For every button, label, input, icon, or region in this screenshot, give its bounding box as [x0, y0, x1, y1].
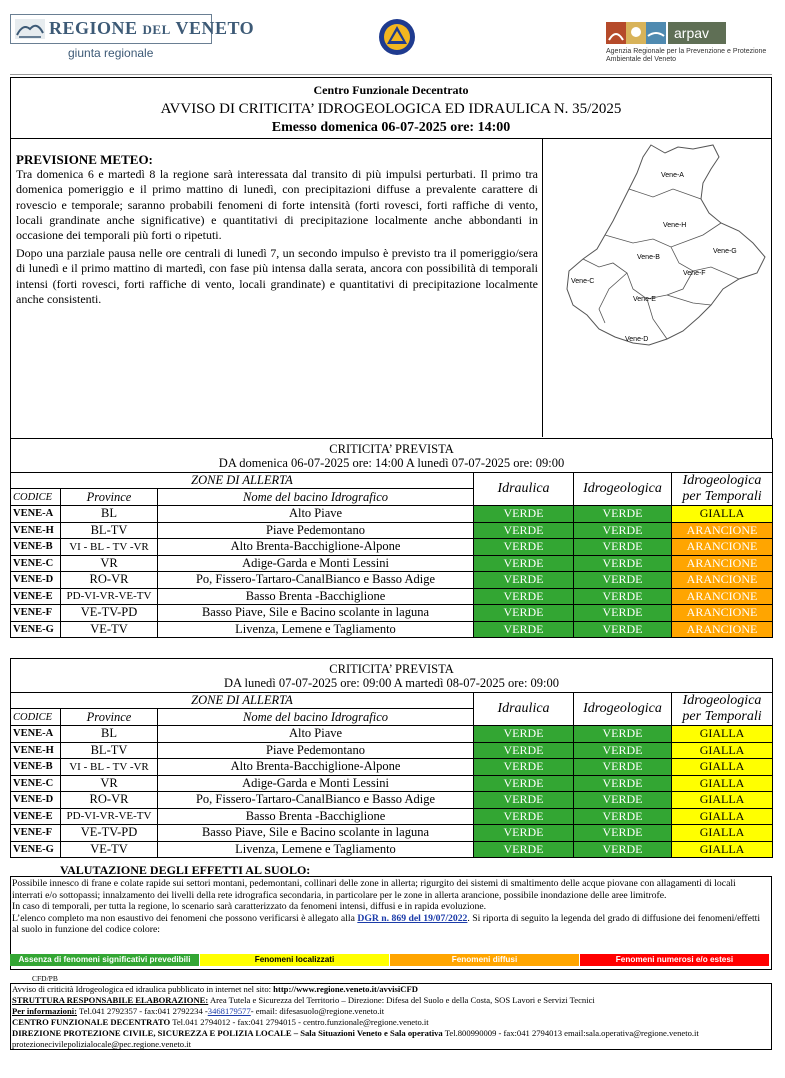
temporali-status: GIALLA: [672, 742, 773, 759]
table-row: [11, 825, 773, 842]
temporali-status: ARANCIONE: [672, 621, 773, 638]
zone-code: VENE-D: [11, 572, 61, 589]
idrogeologica-status: VERDE: [574, 792, 672, 809]
effects-paragraph-1: Possibile innesco di frane e colate rapide sui settori montani, pedemontani, collinari delle zone in allerta; rigurgito dei sistemi di smaltimento delle acque piovane con allagamenti di locali interrati e/o sottopassi; innalzamento dei livelli della rete idrografica secondaria, in particolare per le zone in allerta arancione, possibile inondazione delle aree limitrofe.: [12, 878, 736, 901]
table-row: [11, 539, 773, 556]
table-row: [11, 742, 773, 759]
zone-code: VENE-C: [11, 555, 61, 572]
basin-cell: Piave Pedemontano: [158, 522, 474, 539]
basin-cell: Alto Brenta-Bacchiglione-Alpone: [158, 759, 474, 776]
zone-code: VENE-E: [11, 808, 61, 825]
idraulica-status: VERDE: [474, 825, 574, 842]
col-idrogeologica: Idrogeologica: [574, 473, 672, 506]
idrogeologica-status: VERDE: [574, 506, 672, 523]
temporali-status: GIALLA: [672, 506, 773, 523]
effects-heading: VALUTAZIONE DEGLI EFFETTI AL SUOLO:: [60, 863, 311, 877]
temporali-status: ARANCIONE: [672, 522, 773, 539]
map-label-vene-c: Vene-C: [571, 278, 595, 285]
legend-item: Assenza di fenomeni significativi prevedibili: [10, 954, 200, 966]
effects-paragraph-3: [12, 913, 768, 936]
map-label-vene-e: Vene-E: [633, 296, 656, 303]
dgr-link[interactable]: DGR n. 869 del 19/07/2022: [357, 912, 468, 924]
footer-text: [12, 984, 768, 1050]
color-legend: [10, 954, 770, 966]
footer-line-5: [12, 1028, 768, 1039]
table-row: [11, 841, 773, 858]
footer-l3-text: Tel.041 2792357 - fax:041 2792234 -: [77, 1006, 208, 1016]
col-province: Province: [61, 489, 158, 506]
map-label-vene-f: Vene-F: [683, 270, 706, 277]
map-label-vene-h: Vene-H: [663, 222, 687, 229]
footer-line-1: [12, 984, 768, 995]
protezione-civile-logo-icon: [378, 18, 416, 56]
meteo-heading: PREVISIONE METEO:: [16, 152, 153, 167]
footer-l2-text: Area Tutela e Sicurezza del Territorio – Direzione: Difesa del Suolo e della Costa, SOS Lavori e Servizi Tecnici: [208, 995, 595, 1005]
effects-text: [12, 878, 768, 936]
idraulica-status: VERDE: [474, 621, 574, 638]
logo-frame: [10, 14, 255, 44]
zone-code: VENE-G: [11, 841, 61, 858]
idraulica-status: VERDE: [474, 572, 574, 589]
basin-cell: Po, Fissero-Tartaro-CanalBianco e Basso Adige: [158, 572, 474, 589]
idrogeologica-status: VERDE: [574, 808, 672, 825]
table-row: [11, 555, 773, 572]
idraulica-status: VERDE: [474, 506, 574, 523]
col-idrogeologica: Idrogeologica: [574, 693, 672, 726]
zone-code: VENE-C: [11, 775, 61, 792]
effects-p3-text-a: L’elenco completo ma non esaustivo dei fenomeni che possono verificarsi è allegato alla: [12, 912, 358, 924]
footer-line-3: [12, 1006, 768, 1017]
temporali-status: GIALLA: [672, 808, 773, 825]
zone-code: VENE-B: [11, 759, 61, 776]
map-label-vene-g: Vene-G: [713, 248, 737, 255]
idrogeologica-status: VERDE: [574, 572, 672, 589]
idraulica-status: VERDE: [474, 775, 574, 792]
idraulica-status: VERDE: [474, 759, 574, 776]
idrogeologica-status: VERDE: [574, 605, 672, 622]
province-cell: BL: [61, 506, 158, 523]
col-codice: CODICE: [11, 489, 61, 506]
regione-veneto-logo: [10, 14, 255, 64]
zone-code: VENE-A: [11, 506, 61, 523]
temporali-status: ARANCIONE: [672, 539, 773, 556]
col-temporali-line1: Idrogeologica: [682, 473, 762, 488]
col-idraulica: Idraulica: [474, 693, 574, 726]
veneto-map-icon: [543, 139, 771, 437]
footer-l3-email: - email: difesasuolo@regione.veneto.it: [250, 1006, 385, 1016]
temporali-status: ARANCIONE: [672, 555, 773, 572]
basin-cell: Basso Piave, Sile e Bacino scolante in laguna: [158, 825, 474, 842]
legend-item: Fenomeni numerosi e/o estesi: [580, 954, 770, 966]
province-cell: BL-TV: [61, 742, 158, 759]
notice-title: AVVISO DI CRITICITA’ IDROGEOLOGICA ED IDRAULICA N. 35/2025: [160, 101, 622, 117]
criticita-table-1: [10, 438, 773, 638]
idrogeologica-status: VERDE: [574, 621, 672, 638]
idrogeologica-status: VERDE: [574, 588, 672, 605]
table-row: [11, 808, 773, 825]
issued-date: Emesso domenica 06-07-2025 ore: 14:00: [271, 120, 511, 135]
col-bacino: Nome del bacino Idrografico: [158, 709, 474, 726]
zone-code: VENE-G: [11, 621, 61, 638]
regione-emblem-icon: [15, 19, 45, 39]
table2-period: DA lunedì 07-07-2025 ore: 09:00 A martedì 08-07-2025 ore: 09:00: [224, 675, 560, 690]
table-row: [11, 775, 773, 792]
legend-item: Fenomeni diffusi: [390, 954, 580, 966]
regione-logo-subtitle: giunta regionale: [68, 46, 154, 60]
footer-line-2: [12, 995, 768, 1006]
idrogeologica-status: VERDE: [574, 759, 672, 776]
table1-title: CRITICITA’ PREVISTA: [329, 441, 454, 456]
table1-caption: [11, 439, 773, 473]
zone-code: VENE-B: [11, 539, 61, 556]
province-cell: VE-TV: [61, 841, 158, 858]
basin-cell: Adige-Garda e Monti Lessini: [158, 555, 474, 572]
col-temporali-line1: Idrogeologica: [682, 693, 762, 708]
meteo-forecast: [16, 152, 538, 310]
footer-l4-label: CENTRO FUNZIONALE DECENTRATO: [12, 1017, 171, 1027]
idrogeologica-status: VERDE: [574, 775, 672, 792]
basin-cell: Adige-Garda e Monti Lessini: [158, 775, 474, 792]
col-codice: CODICE: [11, 709, 61, 726]
footer-l4-text: Tel.041 2794012 - fax:041 2794015 - centro.funzionale@regione.veneto.it: [170, 1017, 429, 1027]
effects-paragraph-2: In caso di temporali, per tutta la regione, lo scenario sarà caratterizzato da fenomeni intensi, diffusi e in rapida evoluzione.: [12, 901, 487, 913]
idraulica-status: VERDE: [474, 522, 574, 539]
table-row: [11, 605, 773, 622]
province-cell: RO-VR: [61, 792, 158, 809]
footer-l5-label: DIREZIONE PROTEZIONE CIVILE, SICUREZZA E POLIZIA LOCALE – Sala Situazioni Veneto e Sala operativa: [12, 1028, 443, 1038]
idraulica-status: VERDE: [474, 539, 574, 556]
legend-item: Fenomeni localizzati: [200, 954, 390, 966]
meteo-paragraph-2: Dopo una parziale pausa nelle ore centrali di lunedì 7, un secondo impulso è previsto tra il pomeriggio/sera di lunedì e il primo mattino di martedì, con fase più intensa dalla serata, ancora con possibilità di temporali intensi (forti rovesci, forti raffiche di vento, locali grandinate) e quantitativi di precipitazione localmente anche consistenti.: [16, 246, 538, 306]
footer-l2-label: STRUTTURA RESPONSABILE ELABORAZIONE:: [12, 995, 209, 1005]
zone-code: VENE-F: [11, 605, 61, 622]
map-label-vene-d: Vene-D: [625, 336, 649, 343]
idrogeologica-status: VERDE: [574, 539, 672, 556]
col-temporali: [672, 473, 773, 506]
table-row: [11, 522, 773, 539]
basin-cell: Basso Brenta -Bacchiglione: [158, 588, 474, 605]
footer-line-6: protezionecivilepolizialocale@pec.regione.veneto.it: [12, 1039, 191, 1049]
province-cell: VE-TV: [61, 621, 158, 638]
basin-cell: Basso Brenta -Bacchiglione: [158, 808, 474, 825]
basin-cell: Basso Piave, Sile e Bacino scolante in laguna: [158, 605, 474, 622]
basin-cell: Alto Piave: [158, 726, 474, 743]
header-divider: [10, 74, 772, 75]
col-temporali-line2: per Temporali: [682, 489, 762, 504]
regione-logo-name: REGIONE DEL VENETO: [49, 18, 255, 38]
effects-p3-text-b: . Si riporta di seguito la legenda del grado di diffusione dei fenomeni/effetti al suolo in funzione del codice colore:: [12, 912, 761, 936]
zone-code: VENE-A: [11, 726, 61, 743]
idraulica-status: VERDE: [474, 555, 574, 572]
basin-cell: Piave Pedemontano: [158, 742, 474, 759]
col-temporali-line2: per Temporali: [682, 709, 762, 724]
arpav-logo: [606, 22, 776, 70]
cfd-code: CFD/PB: [32, 974, 58, 983]
temporali-status: GIALLA: [672, 759, 773, 776]
table-row: [11, 506, 773, 523]
temporali-status: GIALLA: [672, 775, 773, 792]
basin-cell: Livenza, Lemene e Tagliamento: [158, 841, 474, 858]
idrogeologica-status: VERDE: [574, 825, 672, 842]
idraulica-status: VERDE: [474, 792, 574, 809]
province-cell: VI - BL - TV -VR: [61, 539, 158, 556]
footer-l3-label: Per informazioni:: [12, 1006, 77, 1016]
arpav-mark-icon: [606, 22, 666, 44]
province-cell: VR: [61, 775, 158, 792]
table-row: [11, 621, 773, 638]
temporali-status: ARANCIONE: [672, 572, 773, 589]
basin-cell: Alto Brenta-Bacchiglione-Alpone: [158, 539, 474, 556]
zone-code: VENE-D: [11, 792, 61, 809]
table-row: [11, 572, 773, 589]
zone-header: ZONE DI ALLERTA: [11, 693, 474, 709]
idraulica-status: VERDE: [474, 726, 574, 743]
table-row: [11, 759, 773, 776]
temporali-status: GIALLA: [672, 792, 773, 809]
zone-code: VENE-E: [11, 588, 61, 605]
idrogeologica-status: VERDE: [574, 841, 672, 858]
col-idraulica: Idraulica: [474, 473, 574, 506]
zone-header: ZONE DI ALLERTA: [11, 473, 474, 489]
province-cell: BL-TV: [61, 522, 158, 539]
province-cell: VR: [61, 555, 158, 572]
zone-code: VENE-F: [11, 825, 61, 842]
temporali-status: GIALLA: [672, 841, 773, 858]
province-cell: RO-VR: [61, 572, 158, 589]
basin-cell: Livenza, Lemene e Tagliamento: [158, 621, 474, 638]
temporali-status: GIALLA: [672, 726, 773, 743]
idrogeologica-status: VERDE: [574, 555, 672, 572]
idraulica-status: VERDE: [474, 605, 574, 622]
basin-cell: Po, Fissero-Tartaro-CanalBianco e Basso Adige: [158, 792, 474, 809]
map-label-vene-b: Vene-B: [637, 254, 660, 261]
table-row: [11, 726, 773, 743]
temporali-status: GIALLA: [672, 825, 773, 842]
footer-website-link[interactable]: http://www.regione.veneto.it/avvisiCFD: [273, 984, 418, 994]
table2-caption: [11, 659, 773, 693]
province-cell: VE-TV-PD: [61, 605, 158, 622]
idrogeologica-status: VERDE: [574, 742, 672, 759]
province-cell: BL: [61, 726, 158, 743]
zone-code: VENE-H: [11, 522, 61, 539]
basin-cell: Alto Piave: [158, 506, 474, 523]
col-province: Province: [61, 709, 158, 726]
idraulica-status: VERDE: [474, 588, 574, 605]
footer-phone-link[interactable]: 3468179577: [207, 1006, 251, 1016]
criticita-table-2: [10, 658, 773, 858]
province-cell: PD-VI-VR-VE-TV: [61, 588, 158, 605]
table-row: [11, 588, 773, 605]
col-temporali: [672, 693, 773, 726]
arpav-subtitle: Agenzia Regionale per la Prevenzione e Protezione Ambientale del Veneto: [606, 48, 767, 63]
footer-l1-text: Avviso di criticità Idrogeologica ed idraulica pubblicato in internet nel sito:: [12, 984, 274, 994]
footer-l5-text: Tel.800990009 - fax:041 2794013 email:sala.operativa@regione.veneto.it: [442, 1028, 699, 1038]
idraulica-status: VERDE: [474, 808, 574, 825]
center-name: Centro Funzionale Decentrato: [313, 83, 469, 97]
table-row: [11, 792, 773, 809]
temporali-status: ARANCIONE: [672, 588, 773, 605]
temporali-status: ARANCIONE: [672, 605, 773, 622]
zone-code: VENE-H: [11, 742, 61, 759]
idraulica-status: VERDE: [474, 742, 574, 759]
title-box: [10, 77, 772, 139]
province-cell: VE-TV-PD: [61, 825, 158, 842]
province-cell: PD-VI-VR-VE-TV: [61, 808, 158, 825]
idrogeologica-status: VERDE: [574, 726, 672, 743]
meteo-paragraph-1: Tra domenica 6 e martedì 8 la regione sarà interessata dal transito di più impulsi perturbati. Il primo tra domenica pomeriggio e il primo mattino di lunedì, con precipitazioni diffuse a prevalente carattere di rovescio e temporale; saranno probabili fenomeni di forte intensità (forti rovesci, forti raffiche di vento, locali grandinate anche significative) e quantitativi di precipitazione localmente anche abbondanti in occasione dei temporali più forti o ripetuti.: [16, 167, 538, 243]
zones-map: [542, 139, 771, 437]
footer-line-4: [12, 1017, 768, 1028]
table1-period: DA domenica 06-07-2025 ore: 14:00 A lunedì 07-07-2025 ore: 09:00: [218, 455, 565, 470]
arpav-brand: arpav: [668, 22, 726, 44]
col-bacino: Nome del bacino Idrografico: [158, 489, 474, 506]
idraulica-status: VERDE: [474, 841, 574, 858]
province-cell: VI - BL - TV -VR: [61, 759, 158, 776]
table2-title: CRITICITA’ PREVISTA: [329, 661, 454, 676]
map-label-vene-a: Vene-A: [661, 172, 684, 179]
idrogeologica-status: VERDE: [574, 522, 672, 539]
